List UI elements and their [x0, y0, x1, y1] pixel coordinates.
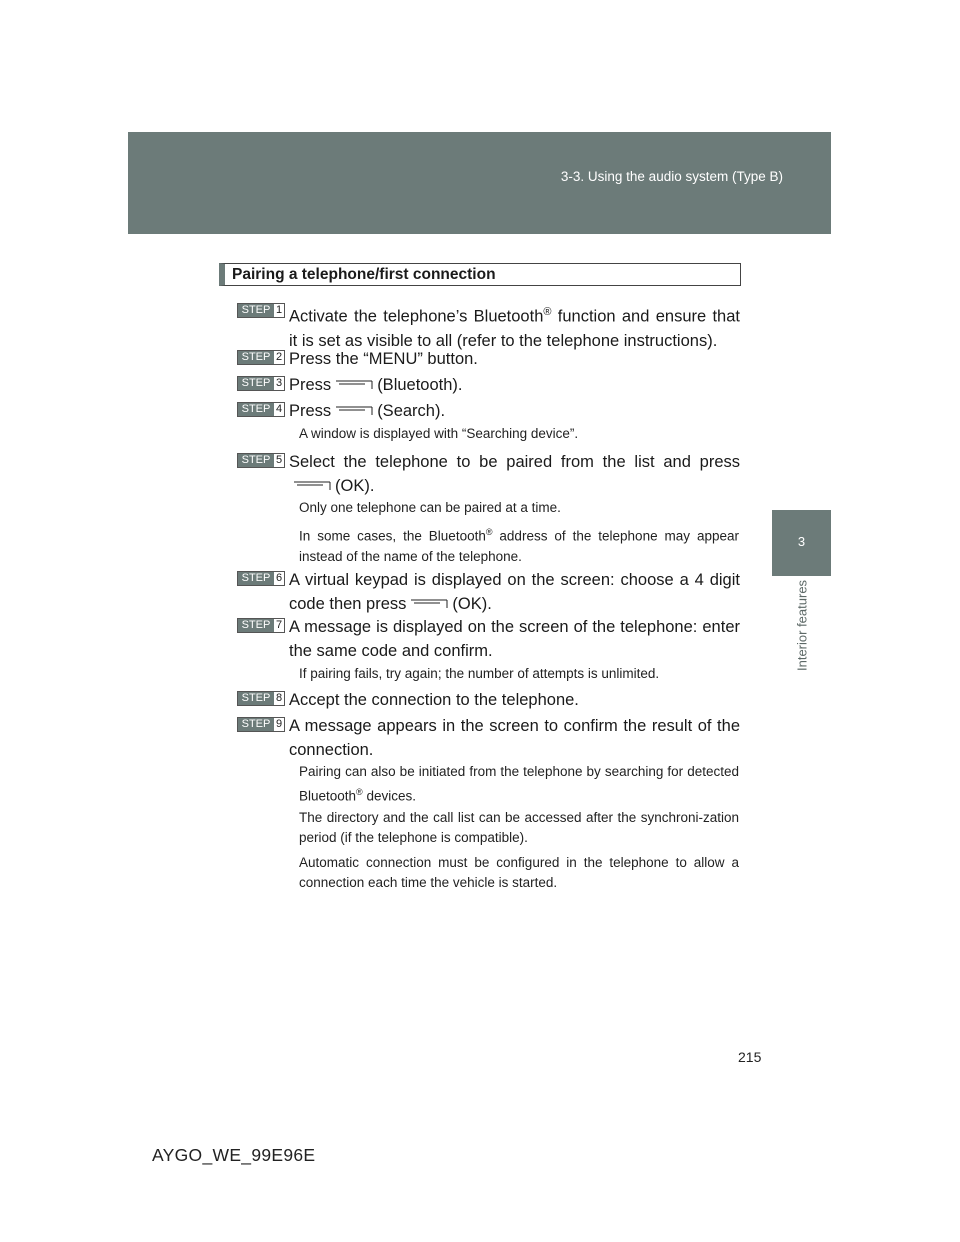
step-text: Press (Search).: [289, 402, 446, 420]
step-text: Press the “MENU” button.: [289, 350, 478, 368]
step-badge: STEP 2: [237, 350, 285, 365]
note: The directory and the call list can be accessed after the synchroni-zation period (if the telephone is compatible).: [299, 810, 739, 845]
step-text: Activate the telephone’s Bluetooth® function and ensure that it is set as visible to all (refer to the telephone instructions).: [289, 306, 740, 350]
step-badge: STEP 3: [237, 376, 285, 391]
step-badge: STEP 7: [237, 618, 285, 633]
step-text: A message appears in the screen to confirm the result of the connection.: [289, 717, 740, 759]
soft-key-button-icon: [410, 597, 448, 609]
step-badge: STEP 5: [237, 453, 285, 468]
step-badge: STEP 4: [237, 402, 285, 417]
step-text: Press (Bluetooth).: [289, 376, 463, 394]
chapter-label: Interior features: [794, 580, 810, 672]
note: If pairing fails, try again; the number of attempts is unlimited.: [299, 666, 660, 681]
note: Automatic connection must be configured in the telephone to allow a connection each time the vehicle is started.: [299, 855, 739, 890]
page-number: 215: [738, 1049, 762, 1065]
soft-key-button-icon: [335, 404, 373, 416]
section-heading: Pairing a telephone/first connection: [219, 263, 741, 286]
section-title: 3-3. Using the audio system (Type B): [560, 169, 783, 184]
step-text: A virtual keypad is displayed on the screen: choose a 4 digit code then press (OK).: [289, 571, 740, 613]
note: Pairing can also be initiated from the telephone by searching for detected Bluetooth® devices.: [299, 764, 739, 804]
note: In some cases, the Bluetooth® address of the telephone may appear instead of the name of the telephone.: [299, 527, 739, 564]
note: A window is displayed with “Searching device”.: [299, 426, 579, 441]
step-text: Select the telephone to be paired from the list and press (OK).: [289, 453, 740, 495]
chapter-number: 3: [797, 534, 806, 549]
step-badge: STEP 1: [237, 303, 285, 318]
step-badge: STEP 9: [237, 717, 285, 732]
soft-key-button-icon: [335, 378, 373, 390]
note: Only one telephone can be paired at a time.: [299, 500, 561, 515]
soft-key-button-icon: [293, 479, 331, 491]
step-badge: STEP 8: [237, 691, 285, 706]
step-text: A message is displayed on the screen of the telephone: enter the same code and confirm.: [289, 618, 740, 660]
step-text: Accept the connection to the telephone.: [289, 691, 579, 709]
step-badge: STEP 6: [237, 571, 285, 586]
document-code: AYGO_WE_99E96E: [152, 1145, 316, 1165]
